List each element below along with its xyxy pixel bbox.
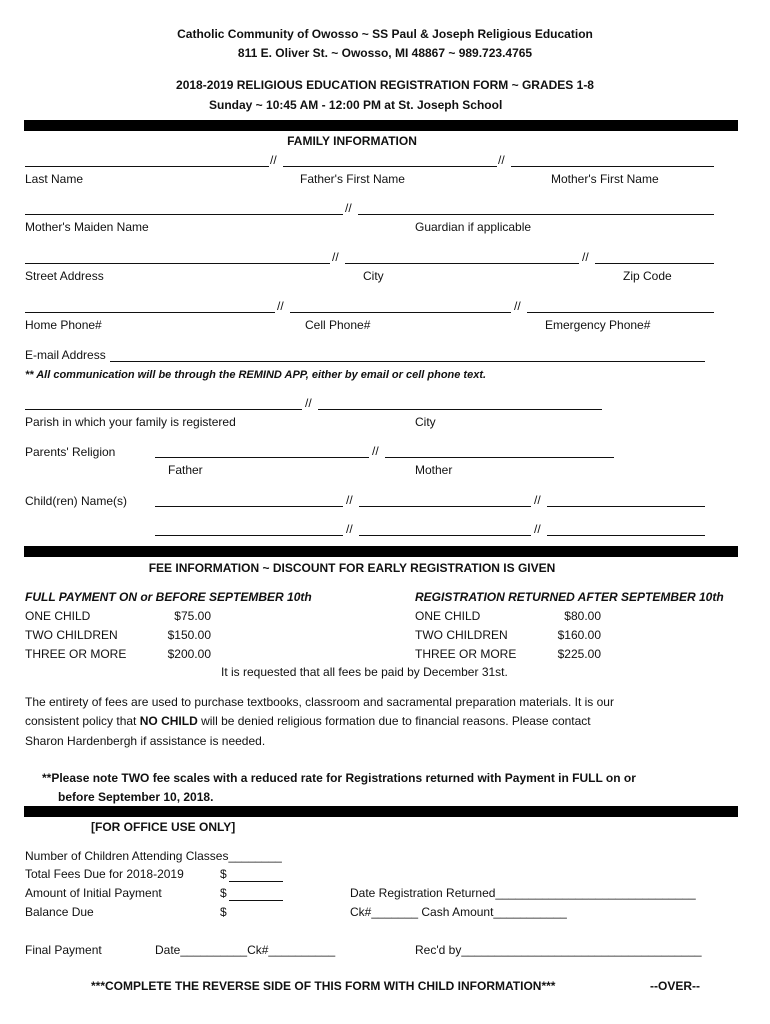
last-name-label: Last Name [25,172,84,186]
reverse-side-note: ***COMPLETE THE REVERSE SIDE OF THIS FORM WITH CHILD INFORMATION*** [91,979,556,993]
fee-amount: $160.00 [557,628,601,642]
initial-payment-field[interactable] [229,900,283,901]
city-label: City [363,269,384,283]
field-separator: // [305,396,312,410]
received-by-field: Rec'd by____________________________________ [415,943,702,957]
parish-label: Parish in which your family is registered [25,415,236,429]
final-payment-date-check: Date__________Ck#__________ [155,943,336,957]
field-separator: // [346,493,353,507]
parish-city-label: City [415,415,436,429]
emergency-phone-field[interactable] [527,312,714,313]
fee-amount: $80.00 [564,609,601,623]
father-first-name-label: Father's First Name [300,172,405,186]
mother-first-name-field[interactable] [511,166,714,167]
fee-label: ONE CHILD [415,609,481,623]
family-section-title: FAMILY INFORMATION [287,134,417,148]
parish-city-field[interactable] [318,409,602,410]
child-name-field-4[interactable] [155,535,343,536]
home-phone-label: Home Phone# [25,318,102,332]
late-fee-heading: REGISTRATION RETURNED AFTER SEPTEMBER 10th [415,590,724,604]
total-fees-label: Total Fees Due for 2018-2019 [25,867,184,881]
org-address: 811 E. Oliver St. ~ Owosso, MI 48867 ~ 989.723.4765 [237,46,533,60]
dollar-sign: $ [220,867,227,881]
fee-label: THREE OR MORE [25,647,127,661]
form-title: 2018-2019 RELIGIOUS EDUCATION REGISTRATION FORM ~ GRADES 1-8 [176,78,594,92]
field-separator: // [534,522,541,536]
zip-code-label: Zip Code [623,269,672,283]
child-name-field-3[interactable] [547,506,705,507]
street-address-label: Street Address [25,269,104,283]
field-separator: // [372,444,379,458]
last-name-field[interactable] [25,166,269,167]
street-address-field[interactable] [25,263,330,264]
initial-payment-label: Amount of Initial Payment [25,886,162,900]
fee-amount: $150.00 [167,628,211,642]
field-separator: // [332,250,339,264]
children-names-label: Child(ren) Name(s) [25,494,128,508]
field-separator: // [582,250,589,264]
fee-amount: $200.00 [167,647,211,661]
cell-phone-field[interactable] [290,312,511,313]
city-field[interactable] [345,263,579,264]
field-separator: // [277,299,284,313]
parish-field[interactable] [25,409,302,410]
early-fee-heading: FULL PAYMENT ON or BEFORE SEPTEMBER 10th [25,590,312,604]
email-label: E-mail Address [25,348,106,362]
fee-label: THREE OR MORE [415,647,517,661]
communication-note: ** All communication will be through the REMIND APP, either by email or cell phone text. [25,369,487,381]
guardian-field[interactable] [358,214,714,215]
field-separator: // [498,153,505,167]
email-field[interactable] [110,361,705,362]
fee-amount: $225.00 [557,647,601,661]
home-phone-field[interactable] [25,312,275,313]
policy-line: The entirety of fees are used to purchase textbooks, classroom and sacramental preparation materials. It is our [25,695,614,709]
field-separator: // [346,522,353,536]
cell-phone-label: Cell Phone# [305,318,371,332]
fee-section-title: FEE INFORMATION ~ DISCOUNT FOR EARLY REGISTRATION IS GIVEN [148,561,556,575]
fee-due-note: It is requested that all fees be paid by December 31st. [221,665,508,679]
children-attending-field: Number of Children Attending Classes________ [25,849,282,863]
date-returned-field: Date Registration Returned______________________________ [350,886,696,900]
class-schedule: Sunday ~ 10:45 AM - 12:00 PM at St. Joseph School [209,98,503,112]
fee-scale-note: **Please note TWO fee scales with a reduced rate for Registrations returned with Payment in FULL on or [42,771,636,785]
field-separator: // [345,201,352,215]
field-separator: // [534,493,541,507]
final-payment-label: Final Payment [25,943,102,957]
check-cash-field: Ck#_______ Cash Amount___________ [350,905,567,919]
mother-religion-field[interactable] [385,457,614,458]
parents-religion-label: Parents' Religion [25,445,116,459]
mother-maiden-name-label: Mother's Maiden Name [25,220,149,234]
section-divider-bar [24,806,738,817]
fee-label: TWO CHILDREN [25,628,118,642]
org-name: Catholic Community of Owosso ~ SS Paul & Joseph Religious Education [177,27,593,41]
mother-maiden-name-field[interactable] [25,214,343,215]
office-use-title: [FOR OFFICE USE ONLY] [91,820,236,834]
mother-religion-label: Mother [415,463,453,477]
fee-scale-note-continued: before September 10, 2018. [58,790,214,804]
dollar-sign: $ [220,905,227,919]
policy-line: consistent policy that NO CHILD will be denied religious formation due to financial reasons. Please contact [25,714,591,728]
emergency-phone-label: Emergency Phone# [545,318,651,332]
guardian-label: Guardian if applicable [415,220,532,234]
field-separator: // [270,153,277,167]
child-name-field-2[interactable] [359,506,531,507]
over-note: --OVER-- [650,979,700,993]
balance-due-label: Balance Due [25,905,94,919]
section-divider-bar [24,120,738,131]
policy-line: Sharon Hardenbergh if assistance is needed. [25,734,266,748]
section-divider-bar [24,546,738,557]
father-first-name-field[interactable] [283,166,497,167]
child-name-field-1[interactable] [155,506,343,507]
child-name-field-6[interactable] [547,535,705,536]
field-separator: // [514,299,521,313]
no-child-emphasis: NO CHILD [139,714,198,728]
father-religion-field[interactable] [155,457,369,458]
fee-label: ONE CHILD [25,609,91,623]
father-religion-label: Father [168,463,203,477]
total-fees-field[interactable] [229,881,283,882]
fee-amount: $75.00 [174,609,211,623]
child-name-field-5[interactable] [359,535,531,536]
fee-label: TWO CHILDREN [415,628,508,642]
zip-code-field[interactable] [595,263,714,264]
mother-first-name-label: Mother's First Name [551,172,659,186]
dollar-sign: $ [220,886,227,900]
